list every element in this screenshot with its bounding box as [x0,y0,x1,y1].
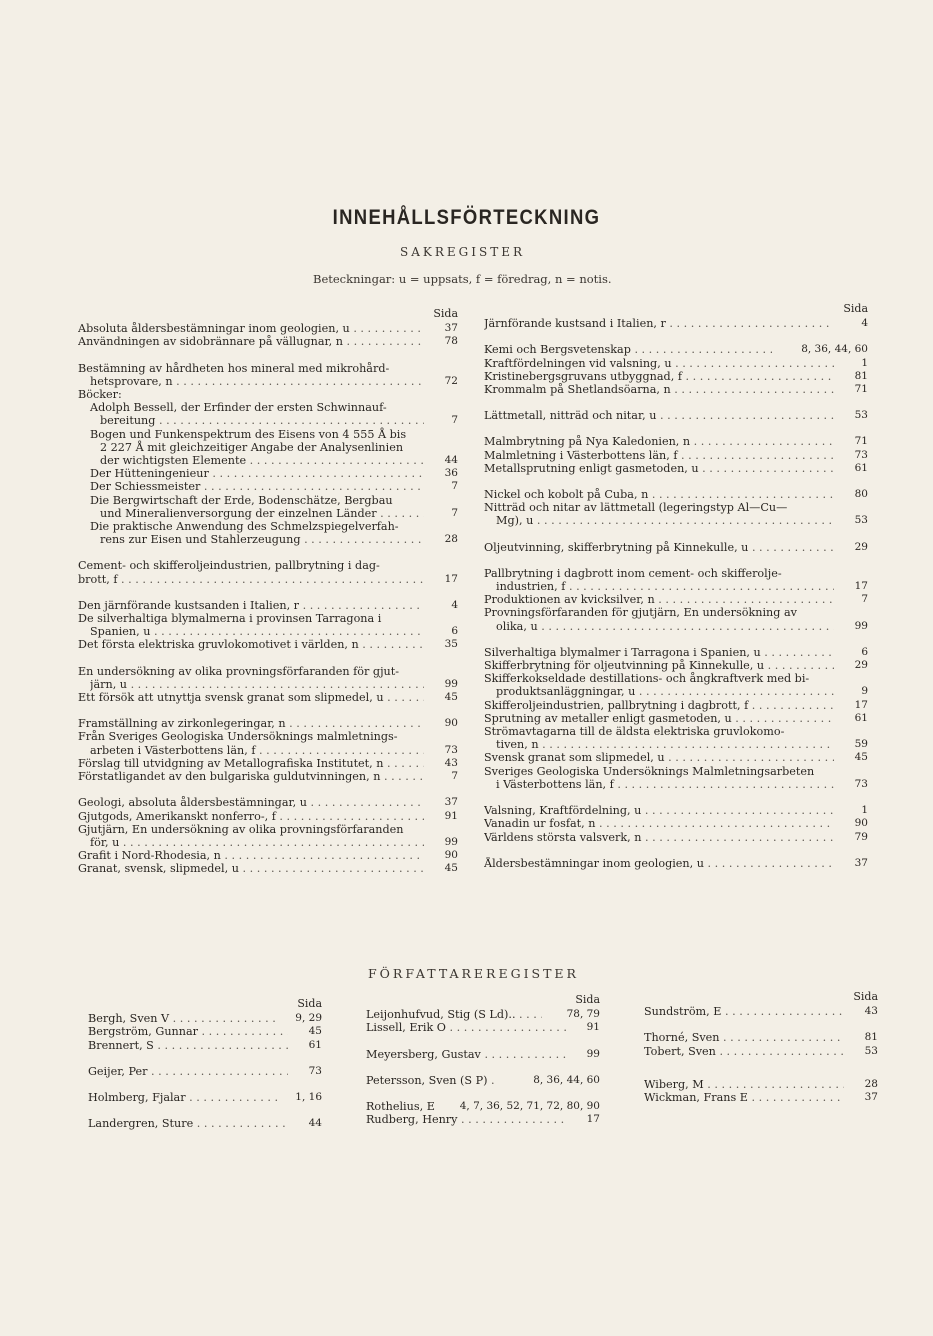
index-entry: olika, u . . . 99 [484,620,868,633]
page-column-header: Sida [433,307,458,320]
index-entry: der wichtigsten Elemente . . . 44 [78,454,458,467]
author-entry: Sundström, E . . . 43 [644,1005,878,1018]
index-entry: Ett försök att utnyttja svensk granat som slipmedel, u . . . 45 [78,691,458,704]
index-entry: Sveriges Geologiska Undersöknings Malmletningsarbeten [484,764,815,778]
index-entry: tiven, n . . . 59 [484,738,868,751]
index-entry: Metallsprutning enligt gasmetoden, u . . . 61 [484,462,868,475]
index-entry: Järnförande kustsand i Italien, r . . . 4 [484,317,868,330]
index-entry: Användningen av sidobrännare på vällugnar, n . . . 78 [78,335,458,348]
index-entry: för, u . . . 99 [78,836,458,849]
index-entry: Produktionen av kvicksilver, n . . . 7 [484,593,868,606]
index-entry: järn, u . . . 99 [78,678,458,691]
index-entry: bereitung . . . 7 [78,414,458,427]
index-entry: Gjutjärn, En undersökning av olika provningsförfaranden [78,822,404,836]
author-entry: Geijer, Per . . . 73 [88,1065,322,1078]
index-entry: Mg), u . . . 53 [484,514,868,527]
page-column-header: Sida [575,993,600,1006]
index-entry: Silverhaltiga blymalmer i Tarragona i Spanien, u . . . 6 [484,646,868,659]
page-column-header: Sida [297,997,322,1010]
index-entry: Framställning av zirkonlegeringar, n . . . 90 [78,717,458,730]
author-entry: Landergren, Sture . . . 44 [88,1117,322,1130]
index-entry: Spanien, u . . . 6 [78,625,458,638]
author-entry: Wickman, Frans E . . . 37 [644,1091,878,1104]
index-entry: Lättmetall, nitträd och nitar, u . . . 53 [484,409,868,422]
index-entry: Skifferoljeindustrien, pallbrytning i dagbrott, f . . . 17 [484,699,868,712]
index-entry: Valsning, Kraftfördelning, u . . . 1 [484,804,868,817]
index-entry: Grafit i Nord-Rhodesia, n . . . 90 [78,849,458,862]
page-title: INNEHÅLLSFÖRTECKNING [332,206,601,229]
section-title-forfattareregister: FÖRFATTAREREGISTER [368,966,579,981]
index-entry: Kemi och Bergsvetenskap . . . 8, 36, 44, 60 [484,343,868,356]
index-entry: Die praktische Anwendung des Schmelzspiegelverfah- [90,520,399,534]
index-entry: Förstatligandet av den bulgariska guldutvinningen, n . . . 7 [78,770,458,783]
index-entry: Sprutning av metaller enligt gasmetoden, u . . . 61 [484,712,868,725]
index-entry: Die Bergwirtschaft der Erde, Bodenschätze, Bergbau [90,493,393,507]
index-entry: Pallbrytning i dagbrott inom cement- och skifferolje- [484,566,782,580]
index-entry: Åldersbestämningar inom geologien, u . . . 37 [484,857,868,870]
author-entry: Brennert, S . . . 61 [88,1039,322,1052]
author-entry: Petersson, Sven (S P) . . . 8, 36, 44, 60 [366,1074,600,1087]
index-entry: Svensk granat som slipmedel, u . . . 45 [484,751,868,764]
index-entry: produktsanläggningar, u . . . 9 [484,685,868,698]
index-entry: Adolph Bessell, der Erfinder der ersten Schwinnauf- [90,401,387,415]
index-entry: Oljeutvinning, skifferbrytning på Kinnekulle, u . . . 29 [484,541,868,554]
index-entry: Cement- och skifferoljeindustrien, pallbrytning i dag- [78,559,380,573]
author-entry: Bergh, Sven V . . . 9, 29 [88,1012,322,1025]
index-entry: Provningsförfaranden för gjutjärn, En undersökning av [484,606,797,620]
author-entry: Meyersberg, Gustav . . . 99 [366,1048,600,1061]
author-entry: Leijonhufvud, Stig (S Ld).. . . . 78, 79 [366,1008,600,1021]
index-entry: Skifferkokseldade destillations- och ångkraftverk med bi- [484,672,810,686]
index-entry: rens zur Eisen und Stahlerzeugung . . . 28 [78,533,458,546]
index-entry: Världens största valsverk, n . . . 79 [484,831,868,844]
index-entry: Der Hütteningenieur . . . 36 [78,467,458,480]
author-entry: Thorné, Sven . . . 81 [644,1031,878,1044]
index-entry: Skifferbrytning för oljeutvinning på Kinnekulle, u . . . 29 [484,659,868,672]
index-entry: Vanadin ur fosfat, n . . . 90 [484,817,868,830]
index-entry: Bestämning av hårdheten hos mineral med mikrohård- [78,361,390,375]
index-entry: Det första elektriska gruvlokomotivet i världen, n . . . 35 [78,638,458,651]
page-column-header: Sida [853,990,878,1003]
index-entry: und Mineralienversorgung der einzelnen Länder . . . 7 [78,507,458,520]
index-entry: arbeten i Västerbottens län, f . . . 73 [78,744,458,757]
index-entry: Nitträd och nitar av lättmetall (legeringstyp Al—Cu— [484,501,788,515]
notation-legend: Beteckningar: u = uppsats, f = föredrag, n = notis. [313,272,612,286]
index-entry: Kristinebergsgruvans utbyggnad, f . . . 81 [484,370,868,383]
author-index-column-1 [88,997,322,1130]
index-entry: Den järnförande kustsanden i Italien, r . . . 4 [78,599,458,612]
index-entry: Der Schiessmeister . . . 7 [78,480,458,493]
index-entry: Nickel och kobolt på Cuba, n . . . 80 [484,488,868,501]
index-entry: Krommalm på Shetlandsöarna, n . . . 71 [484,383,868,396]
author-entry: Bergström, Gunnar . . . 45 [88,1025,322,1038]
index-entry: industrien, f . . . 17 [484,580,868,593]
index-entry: Absoluta åldersbestämningar inom geologien, u . . . 37 [78,322,458,335]
section-title-sakregister: SAKREGISTER [400,245,525,259]
subject-index-right-column [484,302,868,870]
page-column-header: Sida [843,302,868,315]
subject-index-left-column [78,307,458,876]
author-index-column-2 [366,993,600,1126]
author-entry: Lissell, Erik O . . . 91 [366,1021,600,1034]
index-entry: 2 227 Å mit gleichzeitiger Angabe der Analysenlinien [100,440,404,454]
author-entry: Rudberg, Henry . . . 17 [366,1113,600,1126]
index-entry: Kraftfördelningen vid valsning, u . . . 1 [484,357,868,370]
index-subheading-books: Böcker: [78,388,122,402]
index-entry: De silverhaltiga blymalmerna i provinsen Tarragona i [78,612,382,626]
index-entry: brott, f . . . 17 [78,573,458,586]
index-entry: Granat, svensk, slipmedel, u . . . 45 [78,862,458,875]
index-entry: Från Sveriges Geologiska Undersöknings malmletnings- [78,730,398,744]
index-entry: Strömavtagarna till de äldsta elektriska gruvlokomo- [484,725,785,739]
author-entry: Holmberg, Fjalar . . . 1, 16 [88,1091,322,1104]
index-entry: Malmletning i Västerbottens län, f . . . 73 [484,449,868,462]
index-entry: Bogen und Funkenspektrum des Eisens von 4 555 Å bis [90,427,407,441]
index-entry: i Västerbottens län, f . . . 73 [484,778,868,791]
author-index-column-3 [644,990,878,1104]
index-entry: En undersökning av olika provningsförfaranden för gjut- [78,664,400,678]
author-entry: Rothelius, E . . . 4, 7, 36, 52, 71, 72, 80, 90 [366,1100,600,1113]
index-entry: Malmbrytning på Nya Kaledonien, n . . . 71 [484,435,868,448]
index-entry: Förslag till utvidgning av Metallografiska Institutet, n . . . 43 [78,757,458,770]
author-entry: Tobert, Sven . . . 53 [644,1045,878,1058]
author-entry: Wiberg, M . . . 28 [644,1078,878,1091]
index-entry: hetsprovare, n . . . 72 [78,375,458,388]
index-entry: Geologi, absoluta åldersbestämningar, u . . . 37 [78,796,458,809]
index-entry: Gjutgods, Amerikanskt nonferro-, f . . . 91 [78,810,458,823]
